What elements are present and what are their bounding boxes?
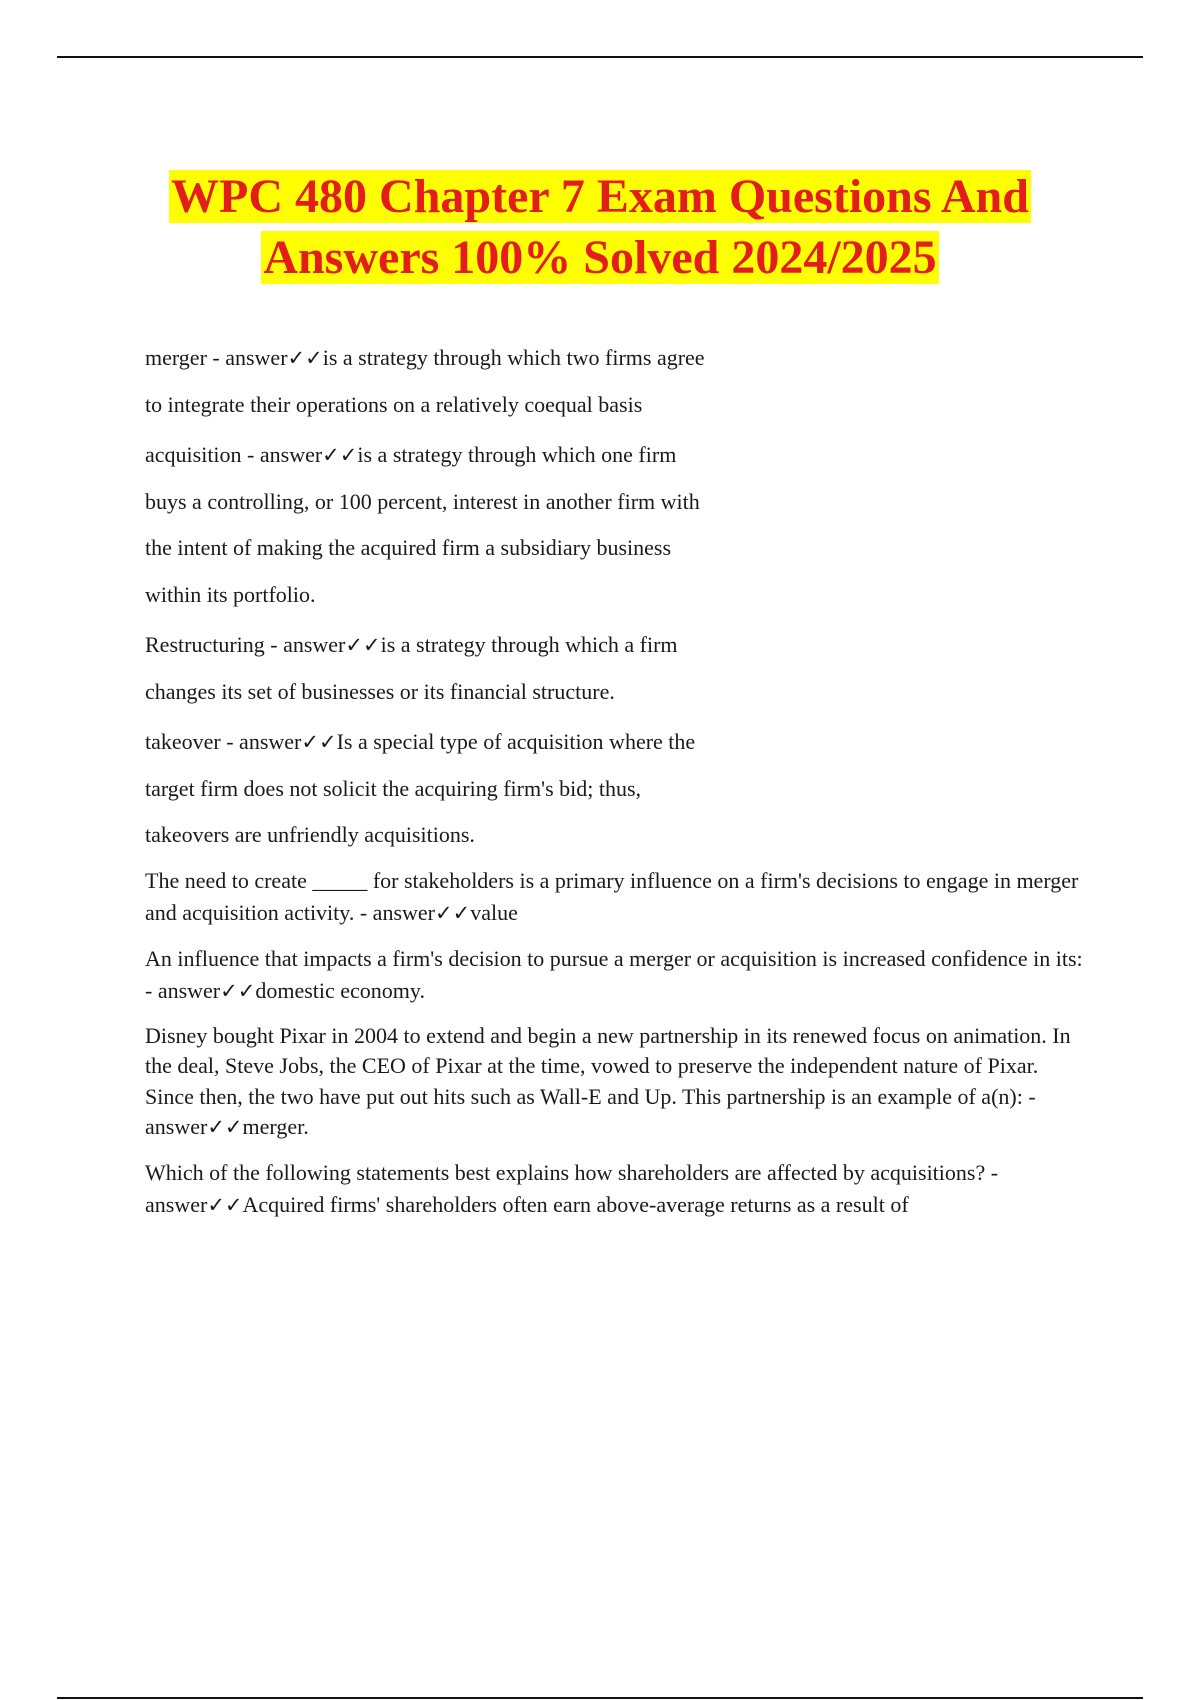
- answer-text: is a strategy through which two firms agree to integrate their operations on a relatively coequal basis: [145, 345, 705, 417]
- question-text: Restructuring - answer: [145, 632, 346, 657]
- qa-list: [145, 335, 1090, 1235]
- answer-text: value: [470, 899, 518, 925]
- qa-item-acquisition: [145, 432, 715, 618]
- answer-text: Is a special type of acquisition where the target firm does not solicit the acquiring firm's bid; thus, takeovers are unfriendly acquisitions.: [145, 729, 696, 847]
- check-mark-icon: ✓✓: [207, 1192, 243, 1217]
- qa-item-takeover: [145, 719, 715, 859]
- question-text: Disney bought Pixar in 2004 to extend and begin a new partnership in its renewed focus on animation. In the deal, Steve Jobs, the CEO of Pixar at the time, vowed to preserve the independent nature of Pixar. Since then, the two have put out hits such as Wall-E and Up. This partnership is an example of a(n): - answer: [145, 1022, 1071, 1139]
- check-mark-icon: ✓✓: [435, 900, 471, 925]
- question-text: merger - answer: [145, 345, 288, 370]
- answer-text: domestic economy.: [255, 977, 425, 1003]
- qa-item-confidence: [145, 943, 1090, 1007]
- check-mark-icon: ✓✓: [207, 1115, 243, 1139]
- qa-item-restructuring: [145, 622, 715, 715]
- answer-text: is a strategy through which a firm changes its set of businesses or its financial structure.: [145, 632, 678, 704]
- question-text: The need to create _____ for stakeholders is a primary influence on a firm's decisions to engage in merger and acquisition activity. - answer: [145, 867, 1079, 925]
- answer-text: Acquired firms' shareholders often earn above-average returns as a result of: [242, 1191, 909, 1217]
- top-divider: [57, 56, 1143, 58]
- document-title: [0, 166, 1200, 288]
- title-line-1: WPC 480 Chapter 7 Exam Questions And: [171, 170, 1029, 223]
- qa-item-shareholders: [145, 1157, 1090, 1221]
- qa-item-merger: [145, 335, 715, 428]
- answer-text: is a strategy through which one firm buys a controlling, or 100 percent, interest in another firm with the intent of making the acquired firm a subsidiary business within its portfolio.: [145, 442, 700, 607]
- question-text: takeover - answer: [145, 729, 302, 754]
- check-mark-icon: ✓✓: [220, 978, 256, 1003]
- check-mark-icon: ✓✓: [301, 730, 337, 754]
- check-mark-icon: ✓✓: [287, 346, 323, 370]
- check-mark-icon: ✓✓: [322, 443, 358, 467]
- qa-item-disney-pixar: [145, 1021, 1090, 1143]
- title-line-2: Answers 100% Solved 2024/2025: [263, 231, 937, 284]
- qa-item-value: [145, 865, 1090, 929]
- question-text: An influence that impacts a firm's decision to pursue a merger or acquisition is increased confidence in its: - answer: [145, 945, 1083, 1003]
- question-text: Which of the following statements best explains how shareholders are affected by acquisitions? - answer: [145, 1159, 999, 1217]
- answer-text: merger.: [242, 1114, 309, 1139]
- question-text: acquisition - answer: [145, 442, 323, 467]
- check-mark-icon: ✓✓: [345, 633, 381, 657]
- bottom-divider: [57, 1697, 1143, 1699]
